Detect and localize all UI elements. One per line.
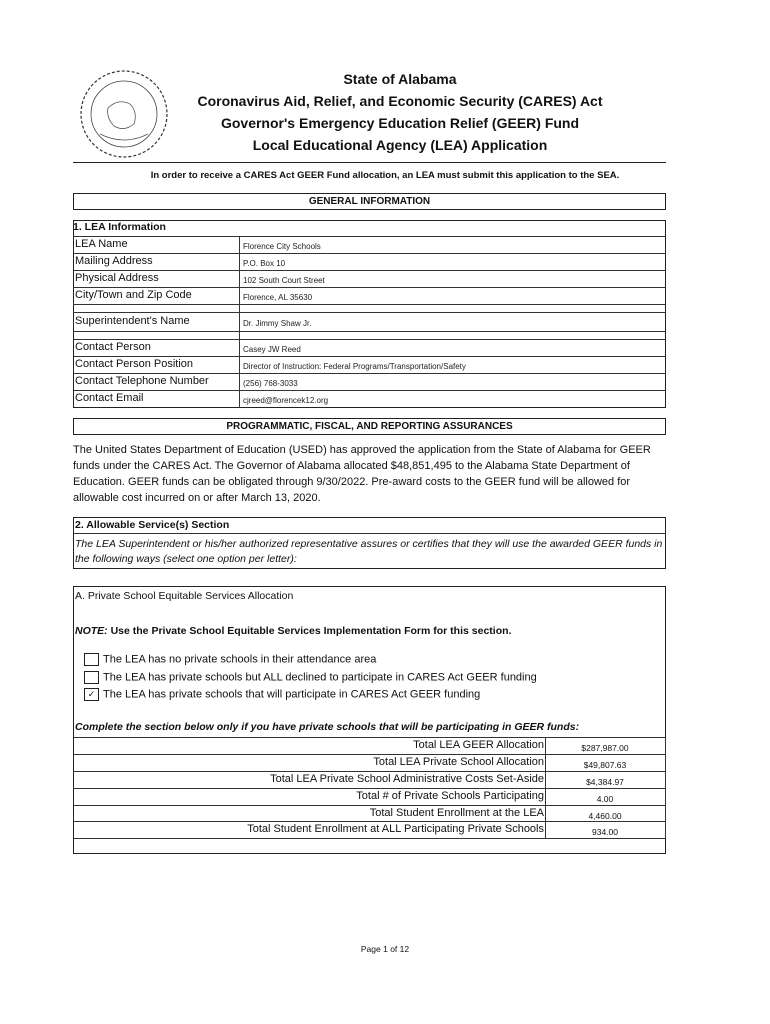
row-rule <box>73 253 666 254</box>
city-zip-label: City/Town and Zip Code <box>75 289 192 301</box>
private-enrollment-value: 934.00 <box>592 827 618 837</box>
admin-costs-label: Total LEA Private School Administrative Costs Set-Aside <box>270 773 544 785</box>
row-rule <box>73 312 666 313</box>
admin-costs-value: $4,384.97 <box>586 777 624 787</box>
lea-name-label: LEA Name <box>75 238 128 250</box>
lea-enrollment-label: Total Student Enrollment at the LEA <box>369 807 544 819</box>
contact-phone-label: Contact Telephone Number <box>75 375 209 387</box>
intro-text: In order to receive a CARES Act GEER Fund allocation, an LEA must submit this application to the SEA. <box>150 170 620 181</box>
row-rule <box>73 331 666 332</box>
row-rule <box>73 805 666 806</box>
private-schools-count-value: 4.00 <box>596 794 614 804</box>
row-rule <box>73 838 666 839</box>
physical-address-value: 102 South Court Street <box>243 276 325 285</box>
row-rule <box>73 390 666 391</box>
mailing-address-value: P.O. Box 10 <box>243 259 286 268</box>
superintendent-label: Superintendent's Name <box>75 315 190 327</box>
page-number: Page 1 of 12 <box>360 944 410 954</box>
private-schools-count-label: Total # of Private Schools Participating <box>356 790 544 802</box>
contact-person-label: Contact Person <box>75 341 151 353</box>
row-rule <box>73 533 666 534</box>
header-rule <box>73 162 666 163</box>
superintendent-value: Dr. Jimmy Shaw Jr. <box>243 319 312 328</box>
row-rule <box>73 754 666 755</box>
row-rule <box>73 373 666 374</box>
row-rule <box>73 356 666 357</box>
contact-position-value: Director of Instruction: Federal Programs/Transportation/Safety <box>243 362 466 371</box>
total-lea-geer-label: Total LEA GEER Allocation <box>413 739 544 751</box>
checkbox[interactable] <box>84 653 99 666</box>
row-rule <box>73 304 666 305</box>
row-rule <box>73 771 666 772</box>
section2-text: The LEA Superintendent or his/her authorized representative assures or certifies that they will use the awarded GEER funds in the following ways (select one option per letter): <box>75 538 663 565</box>
assurances-paragraph: The United States Department of Education (USED) has approved the application from the State of Alabama for GEER funds under the CARES Act. The Governor of Alabama allocated $48,851,495 to the Alabama State Department of Education. GEER funds can be obligated through 9/30/2022. Pre-award costs to the GEER fund will be allowed for allowable cost incurred on or after March 13, 2020. <box>73 444 651 504</box>
state-seal-icon <box>78 68 170 160</box>
contact-person-value: Casey JW Reed <box>243 345 301 354</box>
header-application: Local Educational Agency (LEA) Application <box>252 137 548 153</box>
contact-email-value: cjreed@florencek12.org <box>243 396 329 405</box>
section-a-note <box>75 625 511 637</box>
row-rule <box>73 339 666 340</box>
option-label: The LEA has private schools that will participate in CARES Act GEER funding <box>103 688 481 701</box>
option-label: The LEA has private schools but ALL declined to participate in CARES Act GEER funding <box>103 671 537 684</box>
contact-position-label: Contact Person Position <box>75 358 194 370</box>
physical-address-label: Physical Address <box>75 272 159 284</box>
city-zip-value: Florence, AL 35630 <box>243 293 313 302</box>
option-all-declined[interactable] <box>84 671 537 684</box>
section2-heading: 2. Allowable Service(s) Section <box>75 519 230 531</box>
complete-section-instruction: Complete the section below only if you have private schools that will be participating in GEER funds: <box>75 721 580 733</box>
header-act: Coronavirus Aid, Relief, and Economic Security (CARES) Act <box>197 93 603 109</box>
row-rule <box>73 737 666 738</box>
note-label: NOTE: <box>75 625 108 637</box>
row-rule <box>73 287 666 288</box>
checkbox[interactable] <box>84 671 99 684</box>
row-rule <box>73 821 666 822</box>
total-lea-geer-value: $287,987.00 <box>581 743 629 753</box>
section-a-heading: A. Private School Equitable Services Allocation <box>75 590 294 602</box>
note-text: Use the Private School Equitable Services Implementation Form for this section. <box>110 625 512 637</box>
checkbox-checked[interactable]: ✓ <box>84 688 99 701</box>
contact-email-label: Contact Email <box>75 392 144 404</box>
lea-table-divider <box>239 236 240 408</box>
general-information-banner: GENERAL INFORMATION <box>73 193 666 210</box>
private-school-allocation-value: $49,807.63 <box>583 760 627 770</box>
option-will-participate[interactable] <box>84 688 480 701</box>
lea-enrollment-value: 4,460.00 <box>588 811 622 821</box>
private-enrollment-label: Total Student Enrollment at ALL Participating Private Schools <box>247 823 544 835</box>
header-fund: Governor's Emergency Education Relief (GEER) Fund <box>220 115 580 131</box>
row-rule <box>73 270 666 271</box>
option-no-private-schools[interactable] <box>84 653 376 666</box>
contact-phone-value: (256) 768-3033 <box>243 379 298 388</box>
lea-info-heading: 1. LEA Information <box>73 221 166 233</box>
header-state: State of Alabama <box>343 71 457 87</box>
lea-name-value: Florence City Schools <box>243 242 321 251</box>
mailing-address-label: Mailing Address <box>75 255 153 267</box>
private-school-allocation-label: Total LEA Private School Allocation <box>373 756 544 768</box>
row-rule <box>73 788 666 789</box>
row-rule <box>73 236 666 237</box>
assurances-banner: PROGRAMMATIC, FISCAL, AND REPORTING ASSURANCES <box>73 418 666 435</box>
option-label: The LEA has no private schools in their attendance area <box>103 653 377 666</box>
